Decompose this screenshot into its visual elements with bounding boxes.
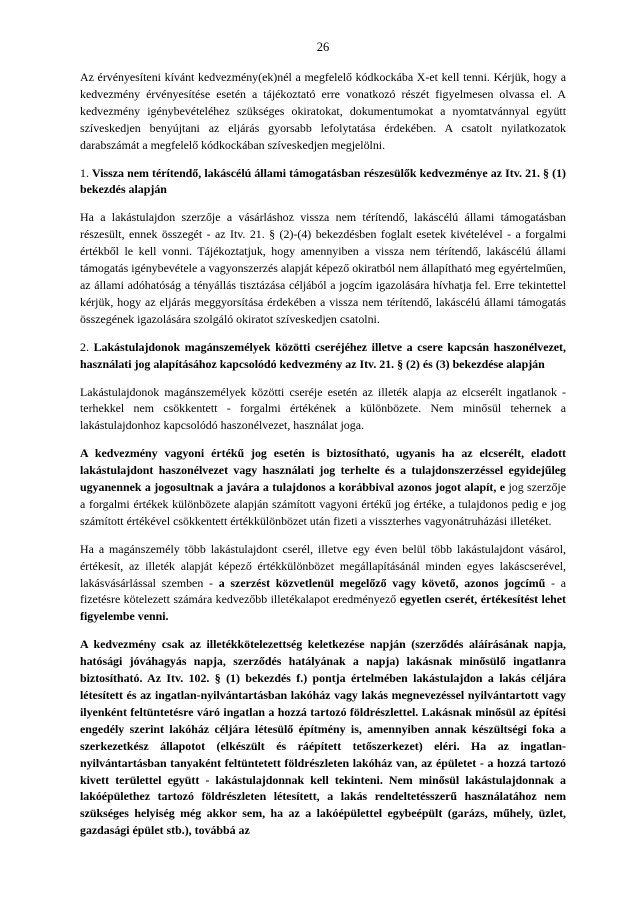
bold-run: a szerzést közvetlenül megelőző vagy követő, azonos jogcímű bbox=[218, 575, 546, 590]
section-1-paragraph: Ha a lakástulajdon szerzője a vásárláshoz vissza nem térítendő, lakáscélú állami támogatásban részesült, ennek összegét - az Itv. 21. § (2)-(4) bekezdésben foglalt esetek kivételével - a forgalmi értékből le kell vonni. Tájékoztatjuk, hogy amennyiben a vissza nem térítendő, lakáscélú állami támogatás igénybevétele a vagyonszerzés alapját képező okiratból nem állapítható meg egyértelműen, az állami adóhatóság a tényállás tisztázása céljából a jogcím igazolására hívhatja fel. Erre tekintettel kérjük, hogy az eljárás meggyorsítása érdekében a vissza nem térítendő, lakáscélú állami támogatás összegének igazolására szolgáló okiratot szíveskedjen csatolni. bbox=[80, 210, 566, 326]
section-1-title: Vissza nem térítendő, lakáscélú állami támogatásban részesülők kedvezménye az Itv. 21. § (1) bekezdés alapján bbox=[80, 165, 566, 197]
normal-run: jog szerzője a forgalmi értékek különbözete alapján számított vagyoni értékű jog értéke, a tulajdonos pedig e jog számított értékével csökkentett értékkülönbözet után fizeti a visszterhes vagyonátruházási illetéket. bbox=[80, 480, 566, 528]
section-2-heading bbox=[80, 339, 566, 373]
section-2-paragraph-4: A kedvezmény csak az illetékkötelezettség keletkezése napján (szerződés aláírásának napja, hatósági jóváhagyás napja, szerződés hatályának a napja) lakásnak minősülő ingatlanra biztosítható. Az Itv. 102. § (1) bekezdés f.) pontja értelmében lakástulajdon a lakás céljára létesített és az ingatlan-nyilvántartásban lakóház vagy lakás megnevezéssel nyilvántartott vagy ilyenként feltüntetésre váró ingatlan a hozzá tartozó földrészlettel. Lakásnak minősül az építési engedély szerint lakóház céljára létesülő építmény is, amennyiben annak készültségi foka a szerkezetkész állapotot (elkészült és ráépített tetőszerkezet) eléri. Ha az ingatlan-nyilvántartásban tanyaként feltüntetett földrészleten lakóház van, az épületet - a hozzá tartozó kivett területtel együtt - lakástulajdonnak kell tekinteni. Nem minősül lakástulajdonnak a lakóépülethez tartozó földrészleten létesített, a lakás rendeltetésszerű használatához nem szükséges helyiség még akkor sem, ha az a lakóépülettel egybeépült (garázs, műhely, üzlet, gazdasági épület stb.), továbbá az bbox=[80, 637, 566, 838]
intro-paragraph: Az érvényesíteni kívánt kedvezmény(ek)nél a megfelelő kódkockába X-et kell tenni. Kérjük, hogy a kedvezmény érvényesítése esetén a tájékoztató erre vonatkozó részét figyelmesen olvassa el. A kedvezmény igénybevételéhez szükséges okiratokat, dokumentumokat a nyomtatvánnyal együtt szíveskedjen benyújtani az eljárás gyorsabb lefolytatása érdekében. A csatolt nyilatkozatok darabszámát a megfelelő kódkockában szíveskedjen megjelölni. bbox=[80, 70, 566, 152]
section-1-heading bbox=[80, 165, 566, 199]
section-2-title: Lakástulajdonok magánszemélyek közötti cseréjéhez illetve a csere kapcsán haszonélvezet, használati jog alapításához kapcsolódó kedvezmény az Itv. 21. § (2) és (3) bekezdése alapján bbox=[80, 339, 566, 371]
section-2-paragraph-2 bbox=[80, 445, 566, 530]
normal-run: - a fizetésre kötelezett számára kedvezőbb illetékalapot eredményező bbox=[80, 575, 566, 607]
bold-run: A kedvezmény vagyoni értékű jog esetén is biztosítható, ugyanis ha az elcserélt, eladott lakástulajdont haszonélvezet vagy használati jog terhelte és a tulajdonszerzéssel egyidejűleg ugyanennek a jogosultnak a javára a tulajdonos a korábbival azonos jogot alapít, e bbox=[80, 446, 566, 495]
section-2-paragraph-3 bbox=[80, 541, 566, 626]
page-number: 26 bbox=[316, 40, 330, 54]
section-2-number: 2. bbox=[80, 339, 89, 354]
section-2-paragraph-1: Lakástulajdonok magánszemélyek közötti cseréje esetén az illeték alapja az elcserélt ingatlanok - terhekkel nem csökkentett - forgalmi értékének a különbözete. Nem minősül tehernek a lakástulajdonhoz kapcsolódó haszonélvezet, használat joga. bbox=[80, 384, 566, 433]
section-1-number: 1. bbox=[80, 165, 89, 180]
bold-run: egyetlen cserét, értékesítést lehet figyelembe venni. bbox=[80, 592, 566, 624]
normal-run: Ha a magánszemély több lakástulajdont cserél, illetve egy éven belül több lakástulajdont vásárol, értékesít, az illeték alapját képező értékkülönbözet megállapításánál minden egyes lakáscserével, lakásvásárlással szemben - bbox=[80, 541, 566, 590]
